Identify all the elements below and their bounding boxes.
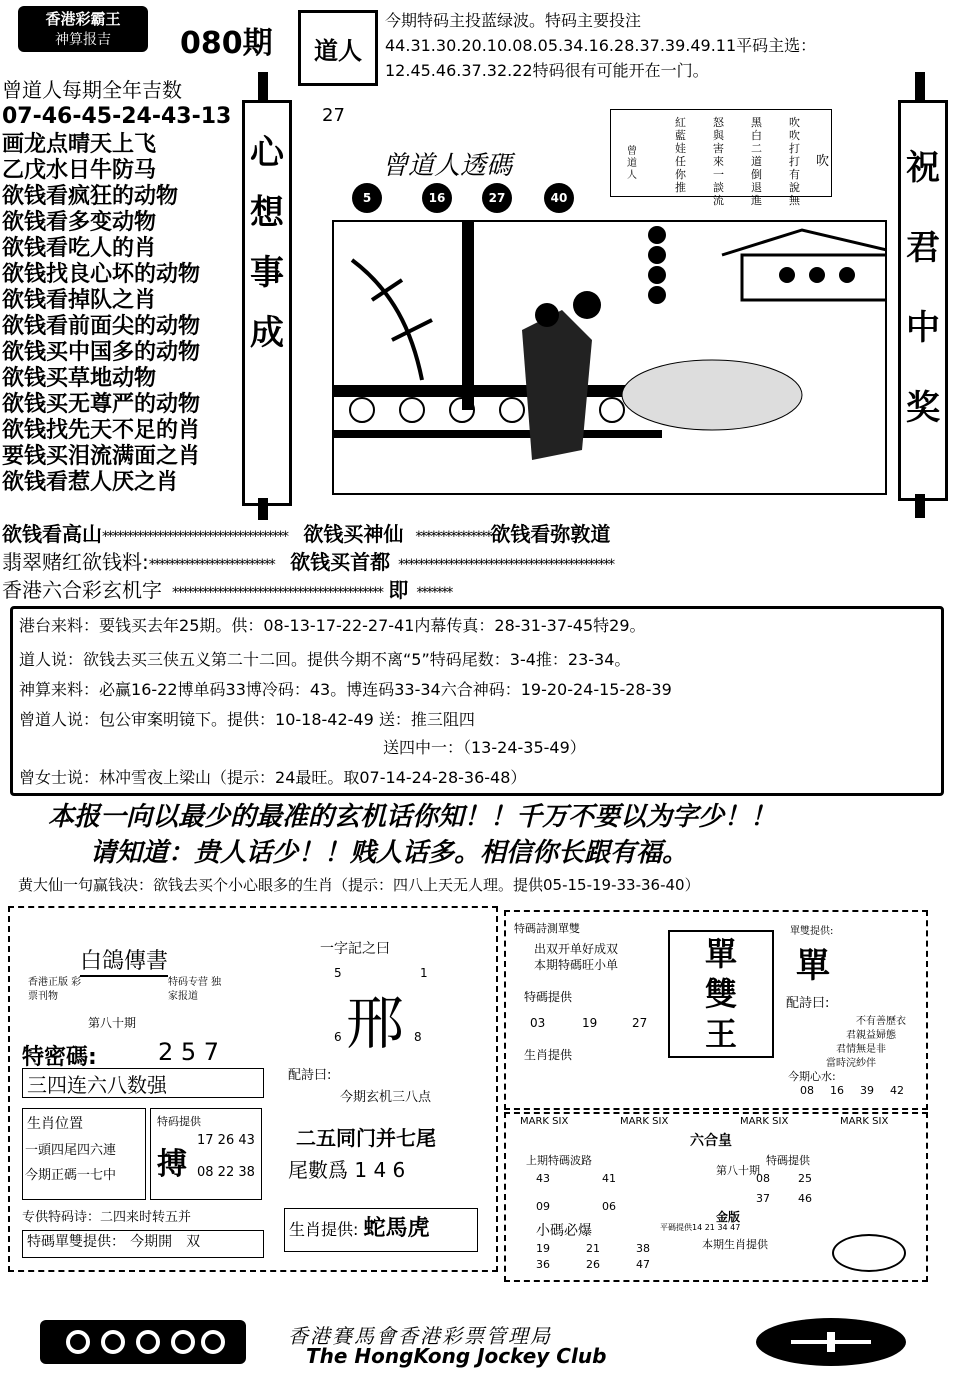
shengxiao-box: [284, 1208, 478, 1252]
star-line-3: [2, 574, 451, 603]
left-clue-list: [2, 132, 200, 496]
heart-num: 08: [800, 1084, 814, 1097]
footer-logo-right: [756, 1318, 906, 1366]
scroll-left: [242, 100, 292, 506]
word-n6: 6: [334, 1030, 342, 1044]
bomb-num: 47: [636, 1258, 650, 1271]
emblem-text: 道人: [314, 36, 362, 65]
shengxiao-value: 蛇馬虎: [363, 1216, 430, 1241]
stars: *************************************: [102, 529, 287, 545]
poem-verse: 吹吹打打有說無: [789, 116, 800, 207]
bo-char: 搏: [157, 1147, 187, 1182]
info-label: 神算来料：: [19, 680, 100, 699]
pigeon-issue: 第八十期: [88, 1016, 137, 1030]
dan-poem: 不有善歷衣: [856, 1016, 906, 1027]
footer-en: The HongKong Jockey Club: [306, 1344, 607, 1368]
issue-number: 080期: [180, 26, 273, 61]
info-label: 港台来料：: [19, 616, 100, 635]
dan-tema-num: 03: [530, 1016, 546, 1030]
tema-label: 特密碼:: [22, 1045, 97, 1070]
scroll-left-text: [245, 123, 289, 363]
bomb-num: 19: [536, 1242, 550, 1255]
stars: *************************: [148, 557, 274, 573]
scroll-char: 事: [250, 253, 284, 293]
word-n1: 1: [420, 966, 428, 980]
bottom-left-inner: [18, 918, 486, 1258]
info-row-6: [19, 765, 526, 788]
pigeon-sub-left: 香港正版 彩票刊物: [28, 977, 82, 1002]
bottom-right-top: [510, 916, 918, 1102]
pigeon-title: 白鴿傳書: [80, 944, 168, 977]
info-row-1: [19, 613, 646, 636]
heart-num: 42: [890, 1084, 904, 1097]
clue-item: 欲钱找良心坏的动物: [2, 262, 201, 287]
scene-illustration: [332, 220, 887, 495]
scroll-right-bottom-rod: [915, 494, 925, 518]
gold-edition: 金版: [716, 1210, 741, 1224]
mark-six-banner: MARK SIX: [740, 1116, 789, 1127]
footer-cn: 香港賽馬會香港彩票管理局: [288, 1324, 552, 1348]
scroll-right-text: [901, 128, 945, 448]
label: 翡翠赌红欲钱料:: [2, 550, 149, 574]
scroll-right-top-rod: [915, 72, 925, 102]
label: 香港六合彩玄机字: [2, 578, 162, 602]
small-bomb-label: 小碼必爆: [536, 1223, 592, 1239]
poem-head: 吹: [816, 154, 830, 169]
position-box: [22, 1108, 146, 1200]
heart-label: 今期心水:: [788, 1070, 836, 1083]
dan-poem: 君情無是非: [836, 1044, 886, 1055]
zheng-text: 今期正碼一七中: [25, 1168, 117, 1183]
emblem: [298, 10, 378, 86]
bomb-num: 26: [586, 1258, 600, 1271]
ball: 27: [482, 183, 512, 213]
scroll-char: 君: [906, 228, 940, 268]
dan-pei-label: 配詩曰:: [786, 996, 830, 1011]
ding-line: 平碼提供14 21 34 47: [660, 1223, 741, 1232]
clue: 欲钱看弥敦道: [490, 522, 611, 546]
info-row-5: 送四中一：（13-24-35-49）: [383, 738, 586, 757]
dan-tema-label: 特碼提供: [524, 990, 573, 1004]
special-nums-2: 08 22 38: [197, 1165, 255, 1180]
scroll-char: 想: [250, 193, 284, 233]
info-row-3: [19, 677, 672, 700]
scroll-left-top-rod: [258, 72, 268, 102]
clue: 欲钱看高山: [2, 522, 102, 546]
shengxiao-label: 生肖提供:: [289, 1220, 359, 1239]
mark-six-banner: MARK SIX: [520, 1116, 569, 1127]
slogan-line-1: 本报一向以最少的最准的玄机话你知！！千万不要以为字少！！: [48, 802, 777, 832]
special-label: 特码提供: [157, 1115, 201, 1128]
info-label: 曾道人说：: [19, 710, 100, 729]
star-line-1: [2, 518, 610, 547]
clue-item: 欲钱看前面尖的动物: [2, 314, 201, 339]
word-n8: 8: [414, 1030, 422, 1044]
logo-line1: 香港彩霸王: [45, 10, 121, 28]
picture-title: 曾道人透碼: [382, 151, 513, 181]
dan-value: 單: [796, 946, 830, 986]
erwu-text: 二五同门并七尾: [296, 1126, 436, 1150]
king-box: [668, 930, 774, 1058]
position-label: 生肖位置: [27, 1116, 83, 1132]
logo-badge: [18, 6, 148, 52]
clue-item: 欲钱看掉队之肖: [2, 288, 157, 313]
stars: *******: [416, 585, 452, 601]
danshuang-label: 特碼單雙提供：: [27, 1234, 125, 1250]
header-tip: 今期特码主投蓝绿波。特码主要投注44.31.30.20.10.08.05.34.16.28.37.39.49.11平码主选：12.45.46.37.32.22特码很有可能开在一门。: [385, 11, 817, 80]
he-huang-title: 六合皇: [690, 1133, 732, 1149]
lower-spec-num: 46: [798, 1192, 812, 1205]
clue-item: 欲钱找先天不足的肖: [2, 418, 201, 443]
ball: 40: [544, 183, 574, 213]
poem-author: 曾道人: [627, 146, 637, 181]
last-num: 09: [536, 1200, 550, 1213]
lower-issue: 第八十期: [716, 1164, 760, 1177]
clue-item: 欲钱看吃人的肖: [2, 236, 157, 261]
dan-poem: 當時浣紗伴: [826, 1058, 876, 1069]
heart-num: 16: [830, 1084, 844, 1097]
ball: 16: [422, 183, 452, 213]
dan-head: 特碼詩測單雙: [514, 922, 580, 935]
bottom-right-lower: [510, 1116, 918, 1274]
lower-spec-num: 37: [756, 1192, 770, 1205]
star-line-2: [2, 546, 613, 575]
lucky-numbers: 07-46-45-24-43-13: [2, 104, 232, 129]
xuanji-text: 今期玄机三八点: [340, 1090, 432, 1105]
bomb-num: 38: [636, 1242, 650, 1255]
slogan-line-2: 请知道：贵人话少！！贱人话多。相信你长跟有福。: [90, 838, 689, 868]
word-n5: 5: [334, 966, 342, 980]
ball: 5: [352, 183, 382, 213]
king-text: 單雙王: [704, 935, 737, 1053]
stars: ***************: [415, 529, 491, 545]
weishu-text: 尾數爲 1 4 6: [288, 1158, 406, 1182]
bomb-num: 36: [536, 1258, 550, 1271]
clue: 欲钱买首都: [290, 550, 391, 574]
strong-box: [22, 1068, 264, 1098]
stars: *******************************************: [398, 557, 614, 573]
peishi-label: 配詩曰:: [288, 1068, 332, 1083]
poem-box: [610, 109, 832, 207]
position-text: 一頭四尾四六連: [25, 1143, 117, 1158]
this-zodiac-label: 本期生肖提供: [702, 1238, 768, 1251]
info-text: 要钱买去年25期。供：08-13-17-22-27-41内幕传真：28-31-37-45特29。: [99, 616, 646, 635]
clue-item: 欲钱买无尊严的动物: [2, 392, 201, 417]
special-nums-1: 17 26 43: [197, 1133, 255, 1148]
clue-item: 欲钱买中国多的动物: [2, 340, 201, 365]
last-num: 43: [536, 1172, 550, 1185]
info-row-4: [19, 707, 475, 730]
danshuang-box: [22, 1230, 264, 1258]
poem-verse: 黑白二道倒退進: [751, 116, 762, 207]
poem-verse: 紅藍娃任你推: [675, 116, 686, 194]
clue-item: 乙戊水日牛防马: [2, 158, 157, 183]
scroll-char: 奖: [906, 388, 940, 428]
dan-poem: 君親益婦態: [846, 1030, 896, 1041]
clue-item: 欲钱买草地动物: [2, 366, 157, 391]
dan-pos-label: 生肖提供: [524, 1048, 573, 1062]
danshuang-value: 今期開 双: [130, 1234, 201, 1250]
last-wave-label: 上期特碼波路: [526, 1154, 592, 1167]
mark-six-banner: MARK SIX: [620, 1116, 669, 1127]
scroll-left-bottom-rod: [258, 498, 268, 520]
info-label: 道人说：: [19, 650, 84, 669]
knot-icon: [58, 1327, 228, 1357]
info-label: 曾女士说：: [19, 768, 100, 787]
clue-item: 画龙点晴天上飞: [2, 132, 157, 157]
scroll-char: 中: [906, 308, 940, 348]
huang-da-xian: 黄大仙一句赢钱决：欲钱去买个小心眼多的生肖（提示：四八上天无人理。提供05-15-19-33-36-40）: [18, 876, 700, 894]
word-char: 邢: [346, 989, 405, 1057]
scroll-char: 成: [250, 313, 284, 353]
info-text: 林冲雪夜上梁山（提示：24最旺。取07-14-24-28-36-48）: [99, 768, 527, 787]
dan-tema-num: 27: [632, 1016, 648, 1030]
last-num: 41: [602, 1172, 616, 1185]
poem-verse: 怒與害來一談流: [713, 116, 724, 207]
lower-spec-num: 25: [798, 1172, 812, 1185]
lower-spec-num: 08: [756, 1172, 770, 1185]
clue: 欲钱买神仙: [303, 522, 404, 546]
clue-item: 欲钱看疯狂的动物: [2, 184, 179, 209]
clue-item: 欲钱看多变动物: [2, 210, 157, 235]
word-title: 一字記之曰: [320, 941, 390, 957]
info-row-2: [19, 647, 630, 670]
special-box: [150, 1108, 262, 1200]
dan-line-2: 本期特碼旺小单: [534, 958, 619, 972]
heart-num: 39: [860, 1084, 874, 1097]
left-title: 曾道人每期全年吉数: [2, 78, 182, 102]
scroll-char: 心: [250, 133, 284, 173]
bomb-num: 21: [586, 1242, 600, 1255]
clue-item: 欲钱看惹人厌之肖: [2, 470, 179, 495]
clue: 即: [388, 578, 409, 602]
mark-six-banner: MARK SIX: [840, 1116, 889, 1127]
lower-spec-label: 特碼提供: [766, 1154, 810, 1167]
picture-top-number: 27: [322, 105, 345, 126]
zhuan-text: 专供特码诗：二四来时转五并: [22, 1210, 192, 1225]
info-text: 欲钱去买三侠五义第二十二回。提供今期不离“5”特码尾数：3-4推：23-34。: [83, 650, 631, 669]
dan-label: 單雙提供:: [790, 926, 834, 937]
footer-logo-left: [40, 1320, 246, 1364]
dan-line-1: 出双开单好成双: [534, 942, 619, 956]
info-box: [10, 606, 944, 796]
info-text: 必赢16-22博单码33博冷码：43。博连码33-34六合神码：19-20-24-15-28-39: [99, 680, 672, 699]
pigeon-sub-right: 特码专营 独家报道: [168, 977, 222, 1002]
scroll-right: [898, 100, 948, 501]
tema-value: 2 5 7: [158, 1038, 220, 1066]
stars: ******************************************: [172, 585, 382, 601]
jockey-club-icon: [781, 1330, 881, 1354]
round-emblem: [832, 1234, 906, 1272]
logo-line2: 神算报吉: [55, 32, 111, 48]
last-num: 06: [602, 1200, 616, 1213]
dan-tema-num: 19: [582, 1016, 598, 1030]
picture-panel: [292, 95, 892, 505]
strong-text: 三四连六八数强: [27, 1073, 167, 1097]
clue-item: 要钱买泪流满面之肖: [2, 444, 201, 469]
info-text: 包公审案明镜下。提供：10-18-42-49 送：推三阻四: [99, 710, 475, 729]
scroll-char: 祝: [906, 148, 940, 188]
